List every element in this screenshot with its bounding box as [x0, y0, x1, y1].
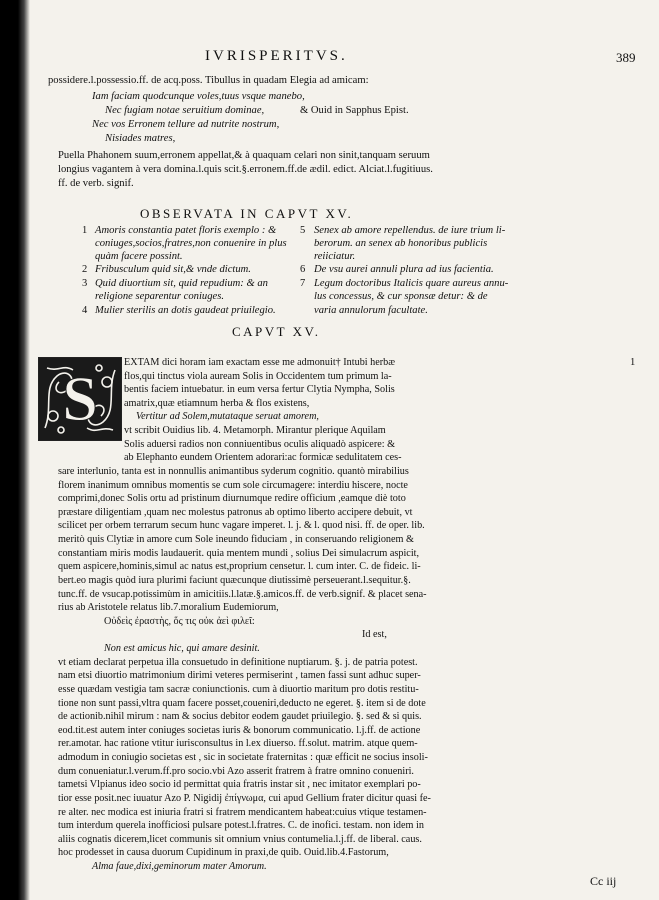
toc-line: Quid diuortium sit, quid repudium: & an [95, 278, 268, 289]
page-gutter-shadow [0, 0, 30, 900]
margin-marker: 1 [630, 357, 636, 368]
toc-line: Fribusculum quid sit,& vnde dictum. [95, 264, 251, 275]
text-line: hoc prodesset in causa duorum Cupidinum in praxi,de quib. Ouid.lib.4.Fastorum, [58, 847, 389, 859]
toc-line: Amoris constantia patet floris exemplo : & [95, 225, 277, 236]
text-line: EXTAM dici horam iam exactam esse me admonuit† Intubi herbæ [124, 357, 396, 368]
text-line: aliis cognatis dicerem,licet communis sit omnium vnius contumelia.l.j.ff. de liberal. caus. [58, 833, 422, 845]
toc-line: coniuges,socios,fratres,non conuenire in plus [95, 238, 287, 249]
text-line: de actionib.nihil mirum : nam & socius debitor eodem gaudet priuilegio. §. sed & si quis. [58, 711, 422, 723]
text-line: ab Elephanto eundem Orientem adorari:ac formicæ sedulitatem ces- [124, 452, 402, 464]
text-line: possidere.l.possessio.ff. de acq.poss. Tibullus in quadam Elegia ad amicam: [48, 75, 369, 86]
ornamental-initial [38, 357, 122, 441]
text-line: longius vagantem à vera domina.l.quis scit.§.erronem.ff.de ædil. edict. Alciat.l.fugitiuus. [58, 164, 433, 175]
toc-line: quàm facere possint. [95, 251, 183, 262]
verse-line: Nec fugiam notae seruitium dominae, [105, 105, 265, 116]
text-line: ff. de verb. signif. [58, 178, 134, 189]
verse-line: Iam faciam quodcunque voles,tuus vsque manebo, [92, 91, 305, 102]
catchword: Cc iij [590, 874, 617, 888]
verse-line: Nisiades matres, [105, 133, 176, 144]
toc-line: religione separentur coniuges. [95, 291, 224, 302]
text-line: bentis faciem intuebatur. in eum versa fertur Clytia Nympha, Solis [124, 384, 395, 396]
running-head: IVRISPERITVS. [205, 48, 348, 64]
toc-number: 7 [300, 278, 306, 289]
text-line: comprimi,donec Solis ortu ad pristinum diurnumque redire officium ,eamque diè toto [58, 493, 406, 505]
toc-number: 4 [82, 305, 88, 316]
observata-heading: OBSERVATA IN CAPVT XV. [140, 206, 354, 221]
text-line: Solis aduersi radios non conniuentibus oculis aliquadò aspicere: & [124, 438, 396, 450]
text-line: rer.amotar. hac ratione vtitur iurisconsultus in l.ex diuerso. ff.solut. matrim. atque quem- [58, 738, 418, 750]
toc-line: varia annulorum facultate. [314, 305, 428, 316]
toc-line: Legum doctoribus Italicis quare aureus annu- [314, 278, 509, 289]
text-line: tior esse posit.nec iuuatur Azo P. Nigidij ἐπίγνωμα, cui apud Gellium frater dicitur quasi fe- [58, 792, 431, 804]
verse-line: Nec vos Erronem tellure ad nutrite nostrum, [92, 119, 280, 130]
text-line: eod.tit.est autem inter coniuges societas iuris & bonorum communicatio. l.j.ff. de actione [58, 724, 421, 736]
toc-number: 2 [82, 264, 88, 275]
svg-text:S: S [62, 363, 98, 434]
text-line: sare interlunio, tanta est in nonnullis animantibus syderum cognitio. quantò mirabilius [58, 465, 409, 477]
text-line: nam etsi diuortio matrimonium dirimi veteres permiserint , tamen fassi sunt adhuc super- [58, 670, 421, 682]
chapter-heading: CAPVT XV. [232, 324, 321, 339]
text-line: bert.eo magis quòd iura plurimi faciunt quæcunque diutissimè perseuerant.l.sequitur.§. [58, 574, 411, 586]
text-line: vt scribit Ouidius lib. 4. Metamorph. Mirantur plerique Aquilam [124, 425, 386, 437]
text-line: re alter. nec modica est iniuria fratri si fratrem mendicantem habeat:cuius vtique testamen- [58, 806, 427, 818]
verse-line: Vertitur ad Solem,mutataque seruat amorem, [136, 411, 319, 423]
text-line: florem inanimum omnibus momentis se cum sole circumagere: interdiu hiscere, nocte [58, 479, 408, 491]
text-line: vt etiam declarat perpetua illa consuetudo in definitione nuptiarum. §. j. de patria potest. [58, 656, 418, 668]
toc-line: berorum. an senex ab honoribus publicis [314, 238, 488, 249]
text-line: amatrix,quæ etiamnum herba & flos existens, [124, 397, 310, 409]
text-line: rius ab Aristotele relatus lib.7.moralium Eudemiorum, [58, 602, 279, 614]
text-line: Id est, [362, 629, 387, 641]
text-line: dum conueniatur.l.verum.ff.pro socio.vbi Azo asserit fratrem à fratre omnino conueniri. [58, 765, 414, 777]
toc-number: 3 [82, 278, 88, 289]
text-line: constantiam miris modis laudauerit. quia mentem mundi , solius Dei simulacrum aspicit, [58, 547, 420, 559]
text-line: quem aspicere,hominis,simul ac natus est,proprium censetur. l. cum inter. C. de fideic. li- [58, 561, 421, 573]
toc-number: 5 [300, 225, 306, 236]
verse-line: Alma faue,dixi,geminorum mater Amorum. [92, 861, 267, 872]
folio-number: 389 [616, 50, 636, 65]
floral-ornament-icon [39, 358, 121, 440]
toc-line: reiiciatur. [314, 251, 356, 262]
text-line: esse quædam vestigia tam sacræ coniunctionis. cum à diuortio maritum pro dotis restitu- [58, 683, 419, 695]
text-line: præstare diligentiam ,quam nec molestus patronus ab optimo liberto accipere debuit, vt [58, 506, 413, 518]
toc-line: Senex ab amore repellendus. de iure trium li- [314, 225, 506, 236]
text-line: Puella Phahonem suum,erronem appellat,& à quaquam celari non sinit,tanquam seruum [58, 150, 430, 161]
verse-line: Non est amicus hic, qui amare desinit. [104, 643, 260, 655]
toc-number: 6 [300, 264, 306, 275]
text-line: tum interdum querela inofficiosi pulsare potest.l.fratres. C. de inofici. testam. non idem in [58, 820, 424, 832]
toc-line: lus concessus, & cur sponsæ detur: & de [314, 291, 488, 302]
text-line: & Ouid in Sapphus Epist. [300, 105, 409, 116]
toc-line: De vsu aurei annuli plura ad ius facientia. [314, 264, 494, 275]
text-line: meritò quis Clytiæ in amore cum Sole ineundo fiduciam , in conseruando religionem & [58, 534, 414, 546]
text-line: flos,qui tinctus viola auream Solis in Occidentem tum primum la- [124, 370, 392, 382]
toc-line: Mulier sterilis an dotis gaudeat priuilegio. [95, 305, 276, 316]
toc-number: 1 [82, 225, 88, 236]
greek-verse-line: Οὐδεὶς ἐραστὴς, ὅς τις οὐκ ἀεὶ φιλεῖ: [104, 615, 255, 627]
text-line: scilicet per orbem terrarum secum hunc vagare imperet. l. j. & l. quod nisi. ff. de oper. lib. [58, 520, 425, 532]
text-line: admodum in coniugio societas est , sic in societate fraternitas : quæ efficit ne socius insoli- [58, 752, 428, 764]
text-line: tione non sunt passi,vltra quam facere posset,coueniri,deducto ne egeret. §. item si de dote [58, 697, 426, 709]
text-line: tametsi Vlpianus ideo socio id permittat quia fratris instar sit , nec imitator exemplari po- [58, 779, 421, 791]
text-line: tunc.ff. de vsucap.potissimùm in amicitiis.l.latæ.§.amicos.ff. de verb.signif. & placet sena- [58, 588, 427, 600]
